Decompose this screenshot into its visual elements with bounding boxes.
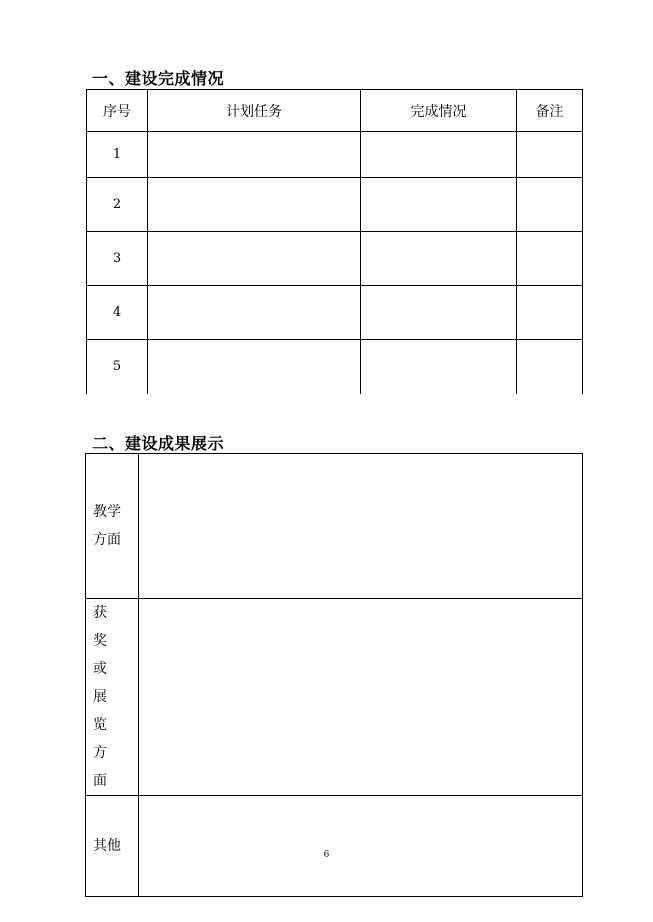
- completion-status-cell[interactable]: [361, 178, 517, 232]
- label-line: 或 展: [93, 661, 121, 705]
- awards-exhibition-content-cell[interactable]: [139, 599, 583, 796]
- row-number: 3: [87, 232, 148, 286]
- teaching-content-cell[interactable]: [139, 454, 583, 599]
- label-line: 教学: [93, 504, 121, 520]
- other-label: [86, 796, 139, 897]
- table-row: [87, 340, 583, 394]
- completion-status-cell[interactable]: [361, 132, 517, 178]
- achievements-table: [85, 453, 583, 897]
- header-planned-task: 计划任务: [148, 90, 361, 132]
- completion-table: [86, 89, 583, 394]
- remarks-cell[interactable]: [517, 132, 583, 178]
- section-1-title: 一、建设完成情况: [92, 69, 225, 88]
- completion-status-cell[interactable]: [361, 232, 517, 286]
- planned-task-cell[interactable]: [148, 178, 361, 232]
- planned-task-cell[interactable]: [148, 340, 361, 394]
- header-completion-status: 完成情况: [361, 90, 517, 132]
- table-row: [87, 178, 583, 232]
- row-number: 5: [87, 340, 148, 394]
- planned-task-cell[interactable]: [148, 232, 361, 286]
- header-index: 序号: [87, 90, 148, 132]
- planned-task-cell[interactable]: [148, 286, 361, 340]
- label-line: 其他: [93, 838, 121, 854]
- table-row: [87, 232, 583, 286]
- teaching-label: [86, 454, 139, 599]
- section-2-title: 二、建设成果展示: [92, 434, 225, 453]
- page-number: 6: [323, 850, 330, 860]
- remarks-cell[interactable]: [517, 340, 583, 394]
- remarks-cell[interactable]: [517, 286, 583, 340]
- label-line: 获 奖: [93, 605, 121, 649]
- remarks-cell[interactable]: [517, 178, 583, 232]
- remarks-cell[interactable]: [517, 232, 583, 286]
- other-content-cell[interactable]: [139, 796, 583, 897]
- table-header-row: [87, 90, 583, 132]
- table-row: [86, 599, 583, 796]
- planned-task-cell[interactable]: [148, 132, 361, 178]
- table-row: [87, 132, 583, 178]
- table-row: [87, 286, 583, 340]
- label-line: 览 方: [93, 717, 121, 761]
- row-number: 2: [87, 178, 148, 232]
- row-number: 1: [87, 132, 148, 178]
- table-row: [86, 454, 583, 599]
- label-line: 方面: [93, 532, 121, 548]
- row-number: 4: [87, 286, 148, 340]
- label-line: 面: [93, 773, 107, 789]
- table-row: [86, 796, 583, 897]
- completion-status-cell[interactable]: [361, 340, 517, 394]
- awards-exhibition-label: [86, 599, 139, 796]
- header-remarks: 备注: [517, 90, 583, 132]
- completion-status-cell[interactable]: [361, 286, 517, 340]
